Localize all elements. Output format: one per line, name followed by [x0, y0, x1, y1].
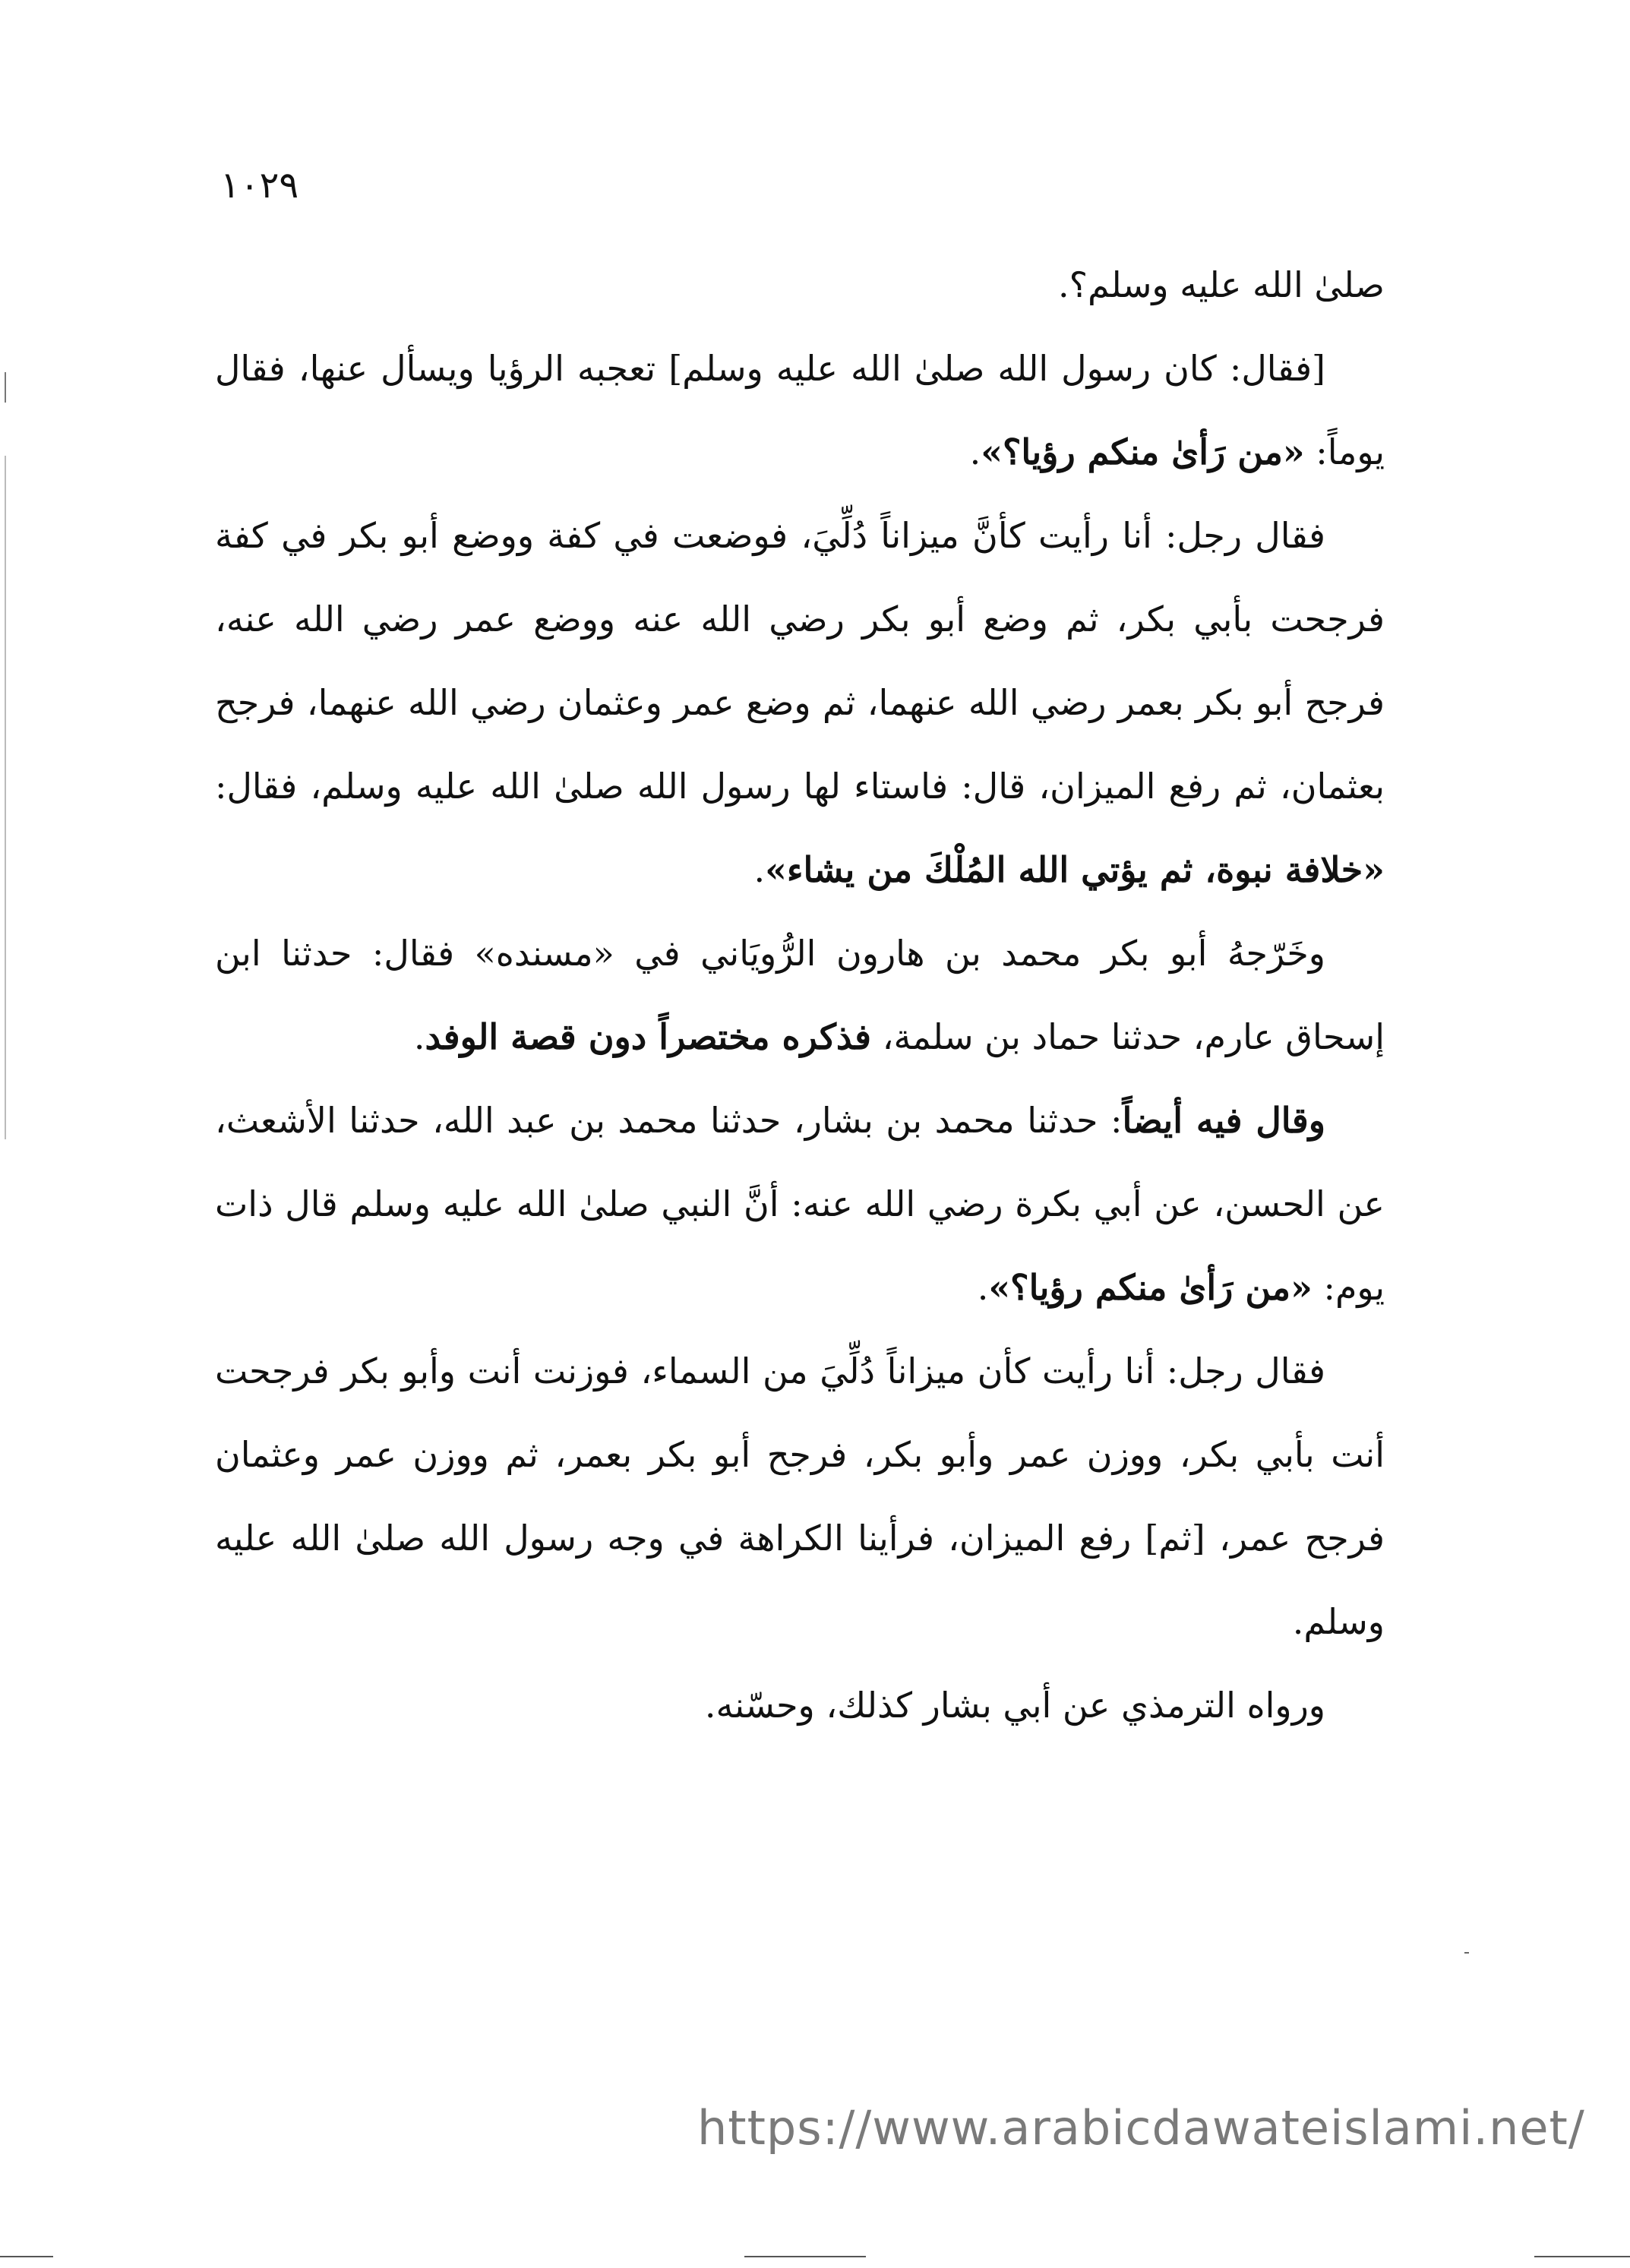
text-segment: .: [977, 1267, 989, 1308]
text-segment: وخَرّجهُ أبو بكر محمد بن هارون الرُّويَاني في «مسنده» فقال: حدثنا ابن إسحاق عارم، حدثنا حماد بن سلمة،: [215, 933, 1385, 1057]
paragraph: [215, 1079, 1385, 1329]
page-number: ١٠٢٩: [220, 164, 299, 207]
bold-text: فذكره مختصراً دون قصة الوفد: [425, 1016, 872, 1057]
watermark-url: https://www.arabicdawateislami.net/: [697, 2100, 1585, 2156]
bold-text: «من رَأىٰ منكم رؤيا؟»: [981, 431, 1305, 472]
text-segment: .: [413, 1016, 425, 1057]
paragraph: [215, 327, 1385, 494]
body-text: [215, 243, 1385, 1747]
text-segment: [فقال: كان رسول الله صلىٰ الله عليه وسلم] تعجبه الرؤيا ويسأل عنها، فقال يوماً:: [215, 348, 1385, 472]
text-segment: فقال رجل: أنا رأيت كأنَّ ميزاناً دُلِّيَ، فوضعت في كفة ووضع أبو بكر في كفة فرجحت بأبي بكر، ثم وضع أبو بكر رضي الله عنه ووضع عمر رضي الله عنه، فرجح أبو بكر بعمر رضي الله عنهما، ثم وضع عمر وعثمان رضي الله عنهما، فرجح بعثمان، ثم رفع الميزان، قال: فاستاء لها رسول الله صلىٰ الله عليه وسلم، فقال:: [215, 515, 1385, 807]
text-segment: صلىٰ الله عليه وسلم؟.: [1057, 264, 1385, 305]
paragraph: [215, 494, 1385, 911]
paragraph: [215, 1329, 1385, 1663]
paragraph: [215, 1663, 1385, 1747]
bold-text: «خلافة نبوة، ثم يؤتي الله المُلْكَ من يشاء»: [765, 849, 1385, 890]
stray-mark: [1464, 1952, 1469, 1954]
bottom-rule: [1534, 2256, 1630, 2257]
text-segment: ورواه الترمذي عن أبي بشار كذلك، وحسّنه.: [704, 1685, 1325, 1726]
margin-mark: [5, 372, 6, 403]
text-segment: فقال رجل: أنا رأيت كأن ميزاناً دُلِّيَ من السماء، فوزنت أنت وأبو بكر فرجحت أنت بأبي بكر، ووزن عمر وأبو بكر، فرجح أبو بكر بعمر، ثم ووزن عمر وعثمان فرجح عمر، [ثم] رفع الميزان، فرأينا الكراهة في وجه رسول الله صلىٰ الله عليه وسلم.: [215, 1350, 1385, 1642]
text-segment: .: [753, 849, 766, 890]
margin-mark: [5, 456, 6, 1139]
paragraph: [215, 243, 1385, 327]
bold-text: «من رَأىٰ منكم رؤيا؟»: [988, 1267, 1313, 1308]
text-segment: .: [969, 431, 981, 472]
paragraph: [215, 911, 1385, 1079]
bold-text: وقال فيه أيضاً: [1122, 1100, 1325, 1141]
bottom-rule: [744, 2256, 866, 2257]
text-segment: : حدثنا محمد بن بشار، حدثنا محمد بن عبد الله، حدثنا الأشعث، عن الحسن، عن أبي بكرة رضي الله عنه: أنَّ النبي صلىٰ الله عليه وسلم قال ذات يوم:: [215, 1100, 1385, 1308]
bottom-rule: [0, 2256, 53, 2257]
